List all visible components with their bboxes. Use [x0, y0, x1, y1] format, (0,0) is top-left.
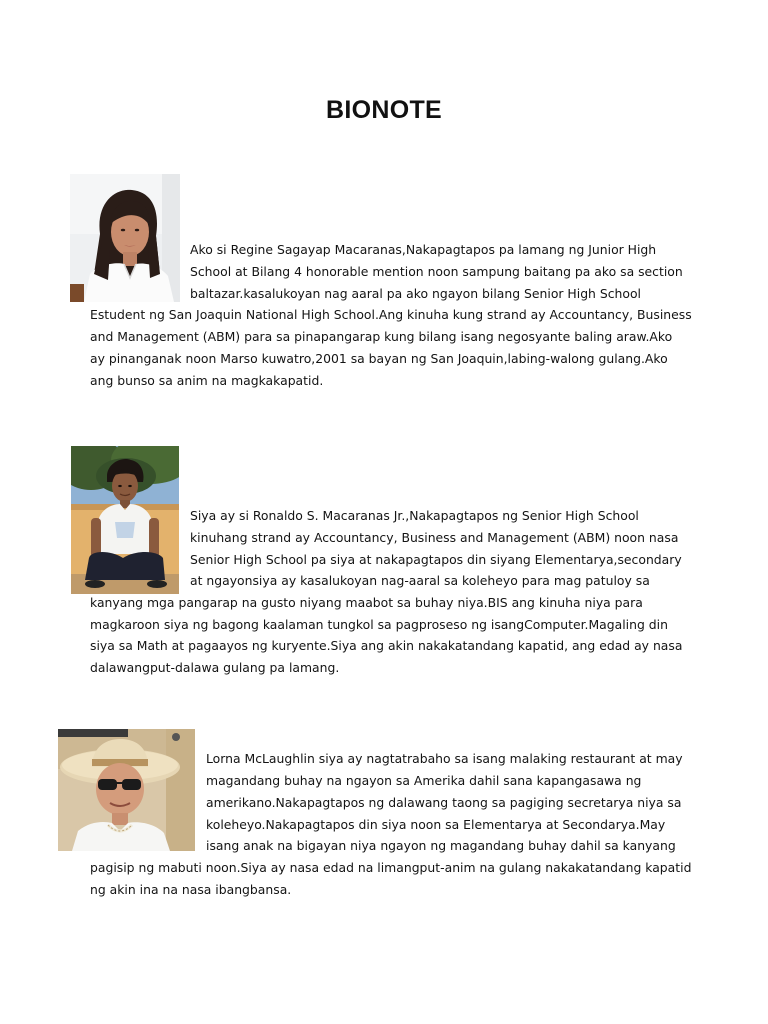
bio-line: Estudent ng San Joaquin National High School.Ang kinuha kung strand ay Accountancy, Business [90, 307, 692, 322]
bio-line: and Management (ABM) para sa pinapangarap kung bilang isang negosyante baling araw.Ako [90, 329, 673, 344]
bio-line: koleheyo.Nakapagtapos din siya noon sa Elementarya at Secondarya.May [206, 817, 666, 832]
bio-line: Ako si Regine Sagayap Macaranas,Nakapagtapos pa lamang ng Junior High [190, 242, 657, 257]
bio-line: magkaroon siya ng bagong kaalaman tungkol sa pagproseso ng isangComputer.Magaling din [90, 617, 668, 632]
bio-line: magandang buhay na ngayon sa Amerika dahil sana kapangasawa ng [206, 773, 642, 788]
bio-line: isang anak na bigayan niya ngayon ng magandang buhay dahil sa kanyang [206, 838, 676, 853]
bio-line: ng akin ina na nasa ibangbansa. [90, 882, 292, 897]
bio-line: School at Bilang 4 honorable mention noon sampung baitang pa ako sa section [190, 264, 683, 279]
bio-line: kanyang mga pangarap na gusto niyang maabot sa buhay niya.BIS ang kinuha niya para [90, 595, 643, 610]
bio-line: dalawangput-dalawa gulang pa lamang. [90, 660, 340, 675]
bio-line: Lorna McLaughlin siya ay nagtatrabaho sa isang malaking restaurant at may [206, 751, 683, 766]
bio-line: pagisip ng mabuti noon.Siya ay nasa edad na limangput-anim na gulang nakakatandang kapatid [90, 860, 692, 875]
boy-portrait-photo [71, 446, 179, 594]
bio-line: ang bunso sa anim na magkakapatid. [90, 373, 324, 388]
page-title: BIONOTE [326, 96, 442, 124]
girl-portrait-photo [70, 174, 180, 302]
bio-line: Siya ay si Ronaldo S. Macaranas Jr.,Nakapagtapos ng Senior High School [190, 508, 639, 523]
bio-line: ay pinanganak noon Marso kuwatro,2001 sa bayan ng San Joaquin,labing-walong gulang.Ako [90, 351, 668, 366]
bio-line: Senior High School pa siya at nakapagtapos din siyang Elementarya,secondary [190, 552, 682, 567]
bio-line: siya sa Math at pagaayos ng kuryente.Siya ang akin nakakatandang kapatid, ang edad ay nasa [90, 638, 683, 653]
bio-line: at ngayonsiya ay kasalukoyan nag-aaral sa koleheyo para mag patuloy sa [190, 573, 650, 588]
bio-line: baltazar.kasalukoyan nag aaral pa ako ngayon bilang Senior High School [190, 286, 641, 301]
bio-line: kinuhang strand ay Accountancy, Business and Management (ABM) noon nasa [190, 530, 679, 545]
woman-in-hat-portrait-photo [58, 729, 195, 851]
bio-line: amerikano.Nakapagtapos ng dalawang taong sa pagiging secretarya niya sa [206, 795, 682, 810]
